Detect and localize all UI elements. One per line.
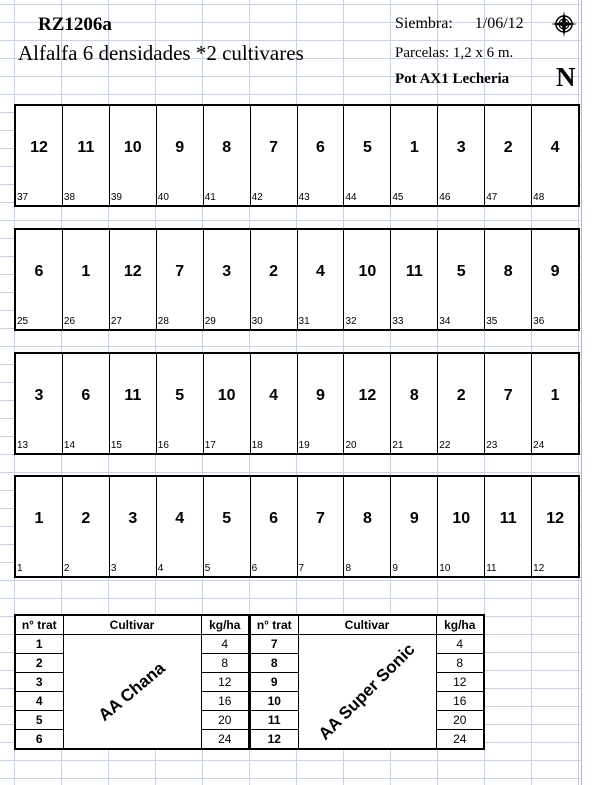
plot-number: 7 [298,563,305,574]
plot-number: 28 [157,316,169,327]
block-1 [14,475,580,578]
plot-treatment: 10 [358,263,377,280]
plot-number: 48 [533,192,545,203]
plot-cell [251,106,298,205]
plot-number: 15 [110,440,122,451]
plot-cell [157,230,204,329]
plot-number: 39 [110,192,122,203]
trat-cell: 7 [250,635,298,654]
trat-cell: 5 [15,711,63,730]
plot-treatment: 2 [456,387,466,404]
plot-treatment: 5 [362,139,372,156]
plot-treatment: 1 [34,510,44,527]
plot-number: 47 [486,192,498,203]
plot-treatment: 9 [409,510,419,527]
plot-treatment: 2 [81,510,91,527]
plot-number: 44 [345,192,357,203]
plot-number: 36 [533,316,545,327]
plot-cell [485,230,532,329]
plot-treatment: 5 [456,263,466,280]
plot-cell [391,354,438,453]
plot-treatment: 12 [123,263,142,280]
plot-size: Parcelas: 1,2 x 6 m. [395,45,514,61]
treatment-legend-super-sonic [249,614,485,750]
kg-cell: 4 [436,635,484,654]
plot-cell [391,477,438,576]
plot-treatment: 7 [503,387,513,404]
kg-cell: 8 [201,654,249,673]
plot-number: 38 [63,192,76,203]
plot-number: 21 [392,440,404,451]
plot-treatment: 5 [175,387,185,404]
kg-cell: 16 [436,692,484,711]
cultivar-name: AA Super Sonic [314,639,419,744]
plot-number: 2 [63,563,70,574]
plot-treatment: 7 [316,510,325,527]
kg-cell: 20 [436,711,484,730]
trat-cell: 10 [250,692,298,711]
plot-treatment: 6 [269,510,279,527]
plot-cell [344,477,391,576]
trat-cell: 11 [250,711,298,730]
plot-number: 35 [486,316,498,327]
plot-treatment: 6 [81,387,91,404]
sowing-date: 1/06/12 [474,15,524,32]
plot-cell [532,230,578,329]
plot-cell [438,477,485,576]
plot-treatment: 5 [222,510,232,527]
kg-cell: 12 [201,673,249,692]
col-kg-header: kg/ha [436,615,484,635]
plot-cell [63,230,110,329]
plot-treatment: 8 [362,510,372,527]
plot-treatment: 4 [269,387,279,404]
plot-treatment: 8 [503,263,513,280]
plot-treatment: 7 [269,139,279,156]
plot-number: 31 [298,316,310,327]
plot-cell [298,230,345,329]
plot-number: 13 [17,440,29,451]
plot-treatment: 12 [546,510,564,527]
trat-cell: 1 [15,635,63,654]
plot-treatment: 6 [34,263,44,280]
plot-treatment: 9 [550,263,560,280]
plot-treatment: 9 [175,139,185,156]
block-2 [14,352,580,455]
plot-number: 41 [204,192,216,203]
plot-treatment: 11 [124,387,142,404]
compass-icon [550,10,578,38]
plot-number: 32 [345,316,357,327]
plot-cell [110,354,157,453]
plot-number: 14 [63,440,76,451]
plot-number: 18 [251,440,263,451]
plot-treatment: 12 [358,387,377,404]
plot-cell [391,106,438,205]
col-cultivar-header: Cultivar [298,615,436,635]
col-trat-header: n° trat [15,615,63,635]
plot-cell [63,477,110,576]
plot-treatment: 8 [409,387,419,404]
sowing-label: Siembra: [395,15,453,32]
plot-treatment: 12 [30,139,48,156]
plot-cell [110,477,157,576]
north-label: N [556,62,576,92]
plot-treatment: 10 [123,139,142,156]
plot-number: 37 [17,192,29,203]
plot-cell [63,354,110,453]
plot-treatment: 3 [456,139,466,156]
plot-cell [438,354,485,453]
trat-cell: 12 [250,730,298,750]
plot-treatment: 4 [175,510,185,527]
plot-cell [485,106,532,205]
trial-code: RZ1206a [38,14,112,35]
plot-cell [344,230,391,329]
kg-cell: 24 [436,730,484,750]
plot-number: 43 [298,192,310,203]
plot-treatment: 6 [316,139,325,156]
kg-cell: 24 [201,730,249,750]
plot-cell [157,106,204,205]
plot-treatment: 2 [269,263,279,280]
plot-number: 17 [204,440,216,451]
plot-cell [344,354,391,453]
col-kg-header: kg/ha [201,615,249,635]
col-trat-header: n° trat [250,615,298,635]
plot-number: 19 [298,440,310,451]
plot-cell [251,230,298,329]
plot-cell [485,354,532,453]
plot-number: 6 [251,563,258,574]
plot-number: 9 [392,563,398,574]
trial-title: Alfalfa 6 densidades *2 cultivares [18,41,304,65]
plot-treatment: 11 [499,510,517,527]
treatment-legend-chana [14,614,250,750]
plot-number: 33 [392,316,404,327]
sowing-info [395,15,524,33]
plot-cell [251,477,298,576]
plot-number: 23 [486,440,498,451]
plot-number: 8 [345,563,352,574]
plot-treatment: 4 [316,263,325,280]
plot-number: 29 [204,316,216,327]
plot-cell [16,354,63,453]
plot-treatment: 1 [81,263,91,280]
plot-treatment: 10 [217,387,236,404]
kg-cell: 8 [436,654,484,673]
plot-treatment: 2 [503,139,513,156]
plot-cell [251,354,298,453]
plot-treatment: 3 [222,263,232,280]
trat-cell: 6 [15,730,63,750]
plot-cell [63,106,110,205]
plot-cell [110,106,157,205]
trat-cell: 9 [250,673,298,692]
cultivar-cell [298,635,436,750]
plot-cell [16,477,63,576]
plot-cell [204,477,251,576]
plot-cell [344,106,391,205]
plot-treatment: 7 [175,263,185,280]
plot-cell [298,106,345,205]
kg-cell: 4 [201,635,249,654]
plot-number: 3 [110,563,117,574]
plot-cell [298,477,345,576]
plot-number: 5 [204,563,211,574]
plot-treatment: 1 [550,387,560,404]
plot-number: 24 [533,440,545,451]
cultivar-cell [63,635,201,750]
plot-cell [298,354,345,453]
trat-cell: 8 [250,654,298,673]
plot-cell [532,354,578,453]
plot-treatment: 10 [452,510,471,527]
col-cultivar-header: Cultivar [63,615,201,635]
plot-cell [16,230,63,329]
plot-number: 40 [157,192,169,203]
block-3 [14,228,580,331]
plot-cell [391,230,438,329]
plot-cell [157,477,204,576]
block-4 [14,104,580,207]
plot-number: 12 [533,563,545,574]
plot-cell [16,106,63,205]
plot-treatment: 11 [405,263,423,280]
plot-cell [204,106,251,205]
plot-cell [110,230,157,329]
plot-cell [438,230,485,329]
plot-number: 42 [251,192,263,203]
plot-number: 10 [439,563,451,574]
plot-number: 20 [345,440,357,451]
kg-cell: 16 [201,692,249,711]
trat-cell: 3 [15,673,63,692]
plot-treatment: 4 [550,139,560,156]
plot-treatment: 11 [77,139,95,156]
cultivar-name: AA Chana [94,657,169,725]
kg-cell: 20 [201,711,249,730]
plot-number: 25 [17,316,29,327]
trial-location: Pot AX1 Lecheria [395,71,510,87]
plot-number: 4 [157,563,164,574]
plot-number: 26 [63,316,76,327]
plot-treatment: 9 [316,387,325,404]
trat-cell: 2 [15,654,63,673]
trat-cell: 4 [15,692,63,711]
plot-cell [157,354,204,453]
plot-number: 34 [439,316,451,327]
plot-number: 11 [486,563,497,574]
plot-number: 22 [439,440,451,451]
plot-number: 27 [110,316,122,327]
plot-cell [485,477,532,576]
plot-number: 45 [392,192,404,203]
plot-number: 46 [439,192,451,203]
plot-cell [532,106,578,205]
plot-cell [438,106,485,205]
plot-number: 16 [157,440,169,451]
plot-treatment: 3 [128,510,138,527]
plot-treatment: 8 [222,139,232,156]
plot-treatment: 3 [34,387,44,404]
plot-cell [204,230,251,329]
plot-number: 30 [251,316,263,327]
plot-cell [204,354,251,453]
kg-cell: 12 [436,673,484,692]
plot-cell [532,477,578,576]
plot-number: 1 [17,563,23,574]
plot-treatment: 1 [409,139,419,156]
